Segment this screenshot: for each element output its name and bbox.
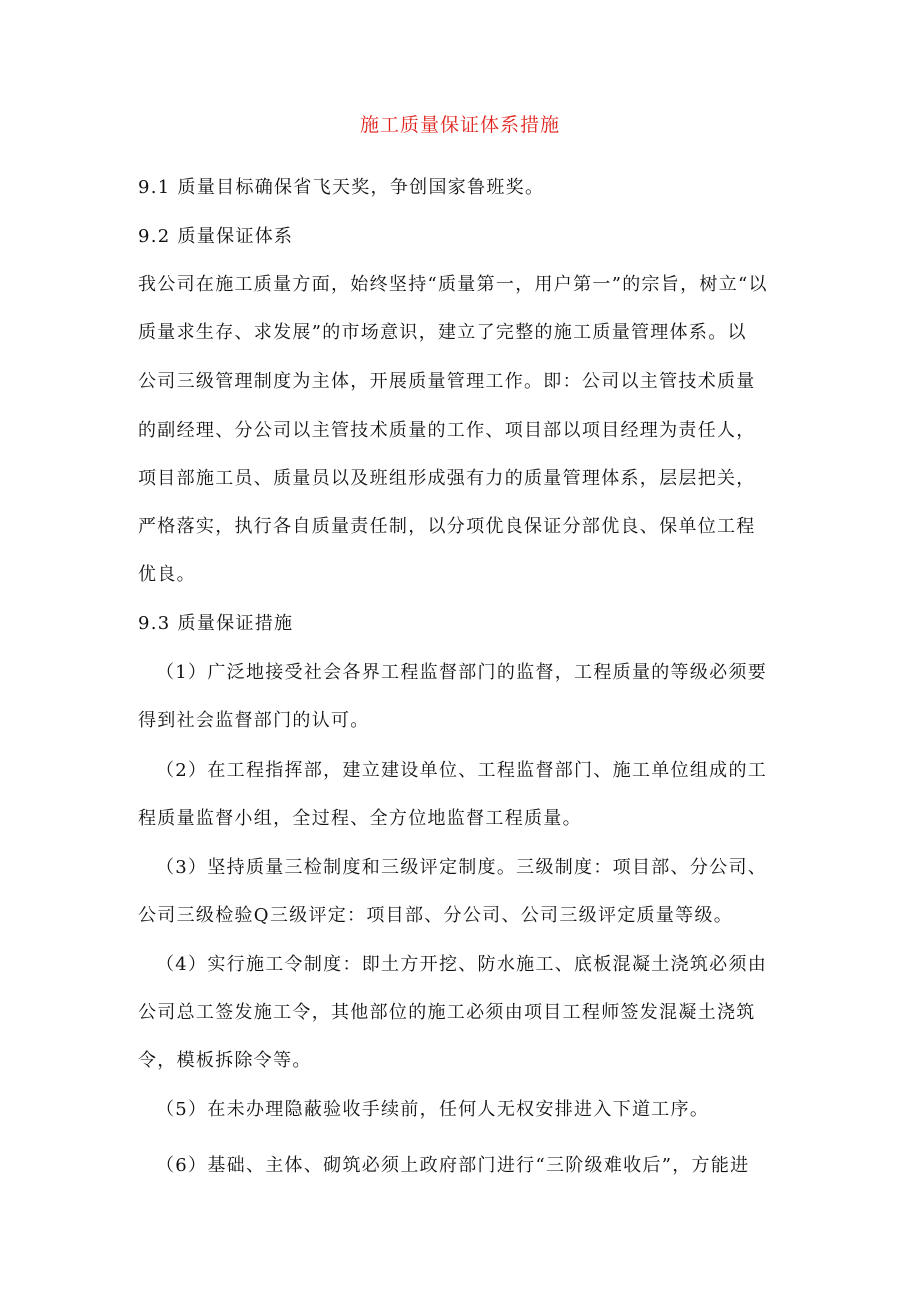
paragraph-line: 项目部施工员、质量员以及班组形成强有力的质量管理体系，层层把关， (138, 468, 756, 489)
measure-3-line: 公司三级检验Q三级评定：项目部、分公司、公司三级评定质量等级。 (138, 905, 734, 926)
paragraph-line: 我公司在施工质量方面，始终坚持“质量第一，用户第一”的宗旨，树立“以 (138, 274, 768, 295)
paragraph-line: 的副经理、分公司以主管技术质量的工作、项目部以项目经理为责任人， (138, 420, 756, 441)
measure-2-line: 程质量监督小组，全过程、全方位地监督工程质量。 (138, 808, 582, 829)
paragraph-line: 优良。 (138, 564, 196, 585)
measure-4-line: 令，模板拆除令等。 (138, 1050, 312, 1071)
measure-2-line: （2）在工程指挥部，建立建设单位、工程监督部门、施工单位组成的工 (156, 760, 768, 781)
measure-6-line: （6）基础、主体、砌筑必须上政府部门进行“三阶级难收后”，方能进 (156, 1155, 750, 1176)
paragraph-line: 严格落实，执行各自质量责任制，以分项优良保证分部优良、保单位工程 (138, 516, 756, 537)
section-9-3-heading: 9.3 质量保证措施 (138, 613, 294, 634)
section-9-2-heading: 9.2 质量保证体系 (138, 226, 294, 247)
measure-4-line: （4）实行施工令制度：即土方开挖、防水施工、底板混凝土浇筑必须由 (156, 954, 768, 975)
measure-4-line: 公司总工签发施工令，其他部位的施工必须由项目工程师签发混凝土浇筑 (138, 1002, 756, 1023)
measure-3-line: （3）坚持质量三检制度和三级评定制度。三级制度：项目部、分公司、 (156, 857, 768, 878)
section-9-1-goal: 9.1 质量目标确保省飞天奖，争创国家鲁班奖。 (138, 177, 545, 198)
document-title: 施工质量保证体系措施 (359, 114, 560, 136)
paragraph-line: 质量求生存、求发展”的市场意识，建立了完整的施工质量管理体系。以 (138, 322, 747, 343)
measure-1-line: （1）广泛地接受社会各界工程监督部门的监督，工程质量的等级必须要 (156, 662, 768, 683)
measure-1-line: 得到社会监督部门的认可。 (138, 710, 370, 731)
paragraph-line: 公司三级管理制度为主体，开展质量管理工作。即：公司以主管技术质量 (138, 371, 756, 392)
measure-5-line: （5）在未办理隐蔽验收手续前，任何人无权安排进入下道工序。 (156, 1099, 710, 1120)
